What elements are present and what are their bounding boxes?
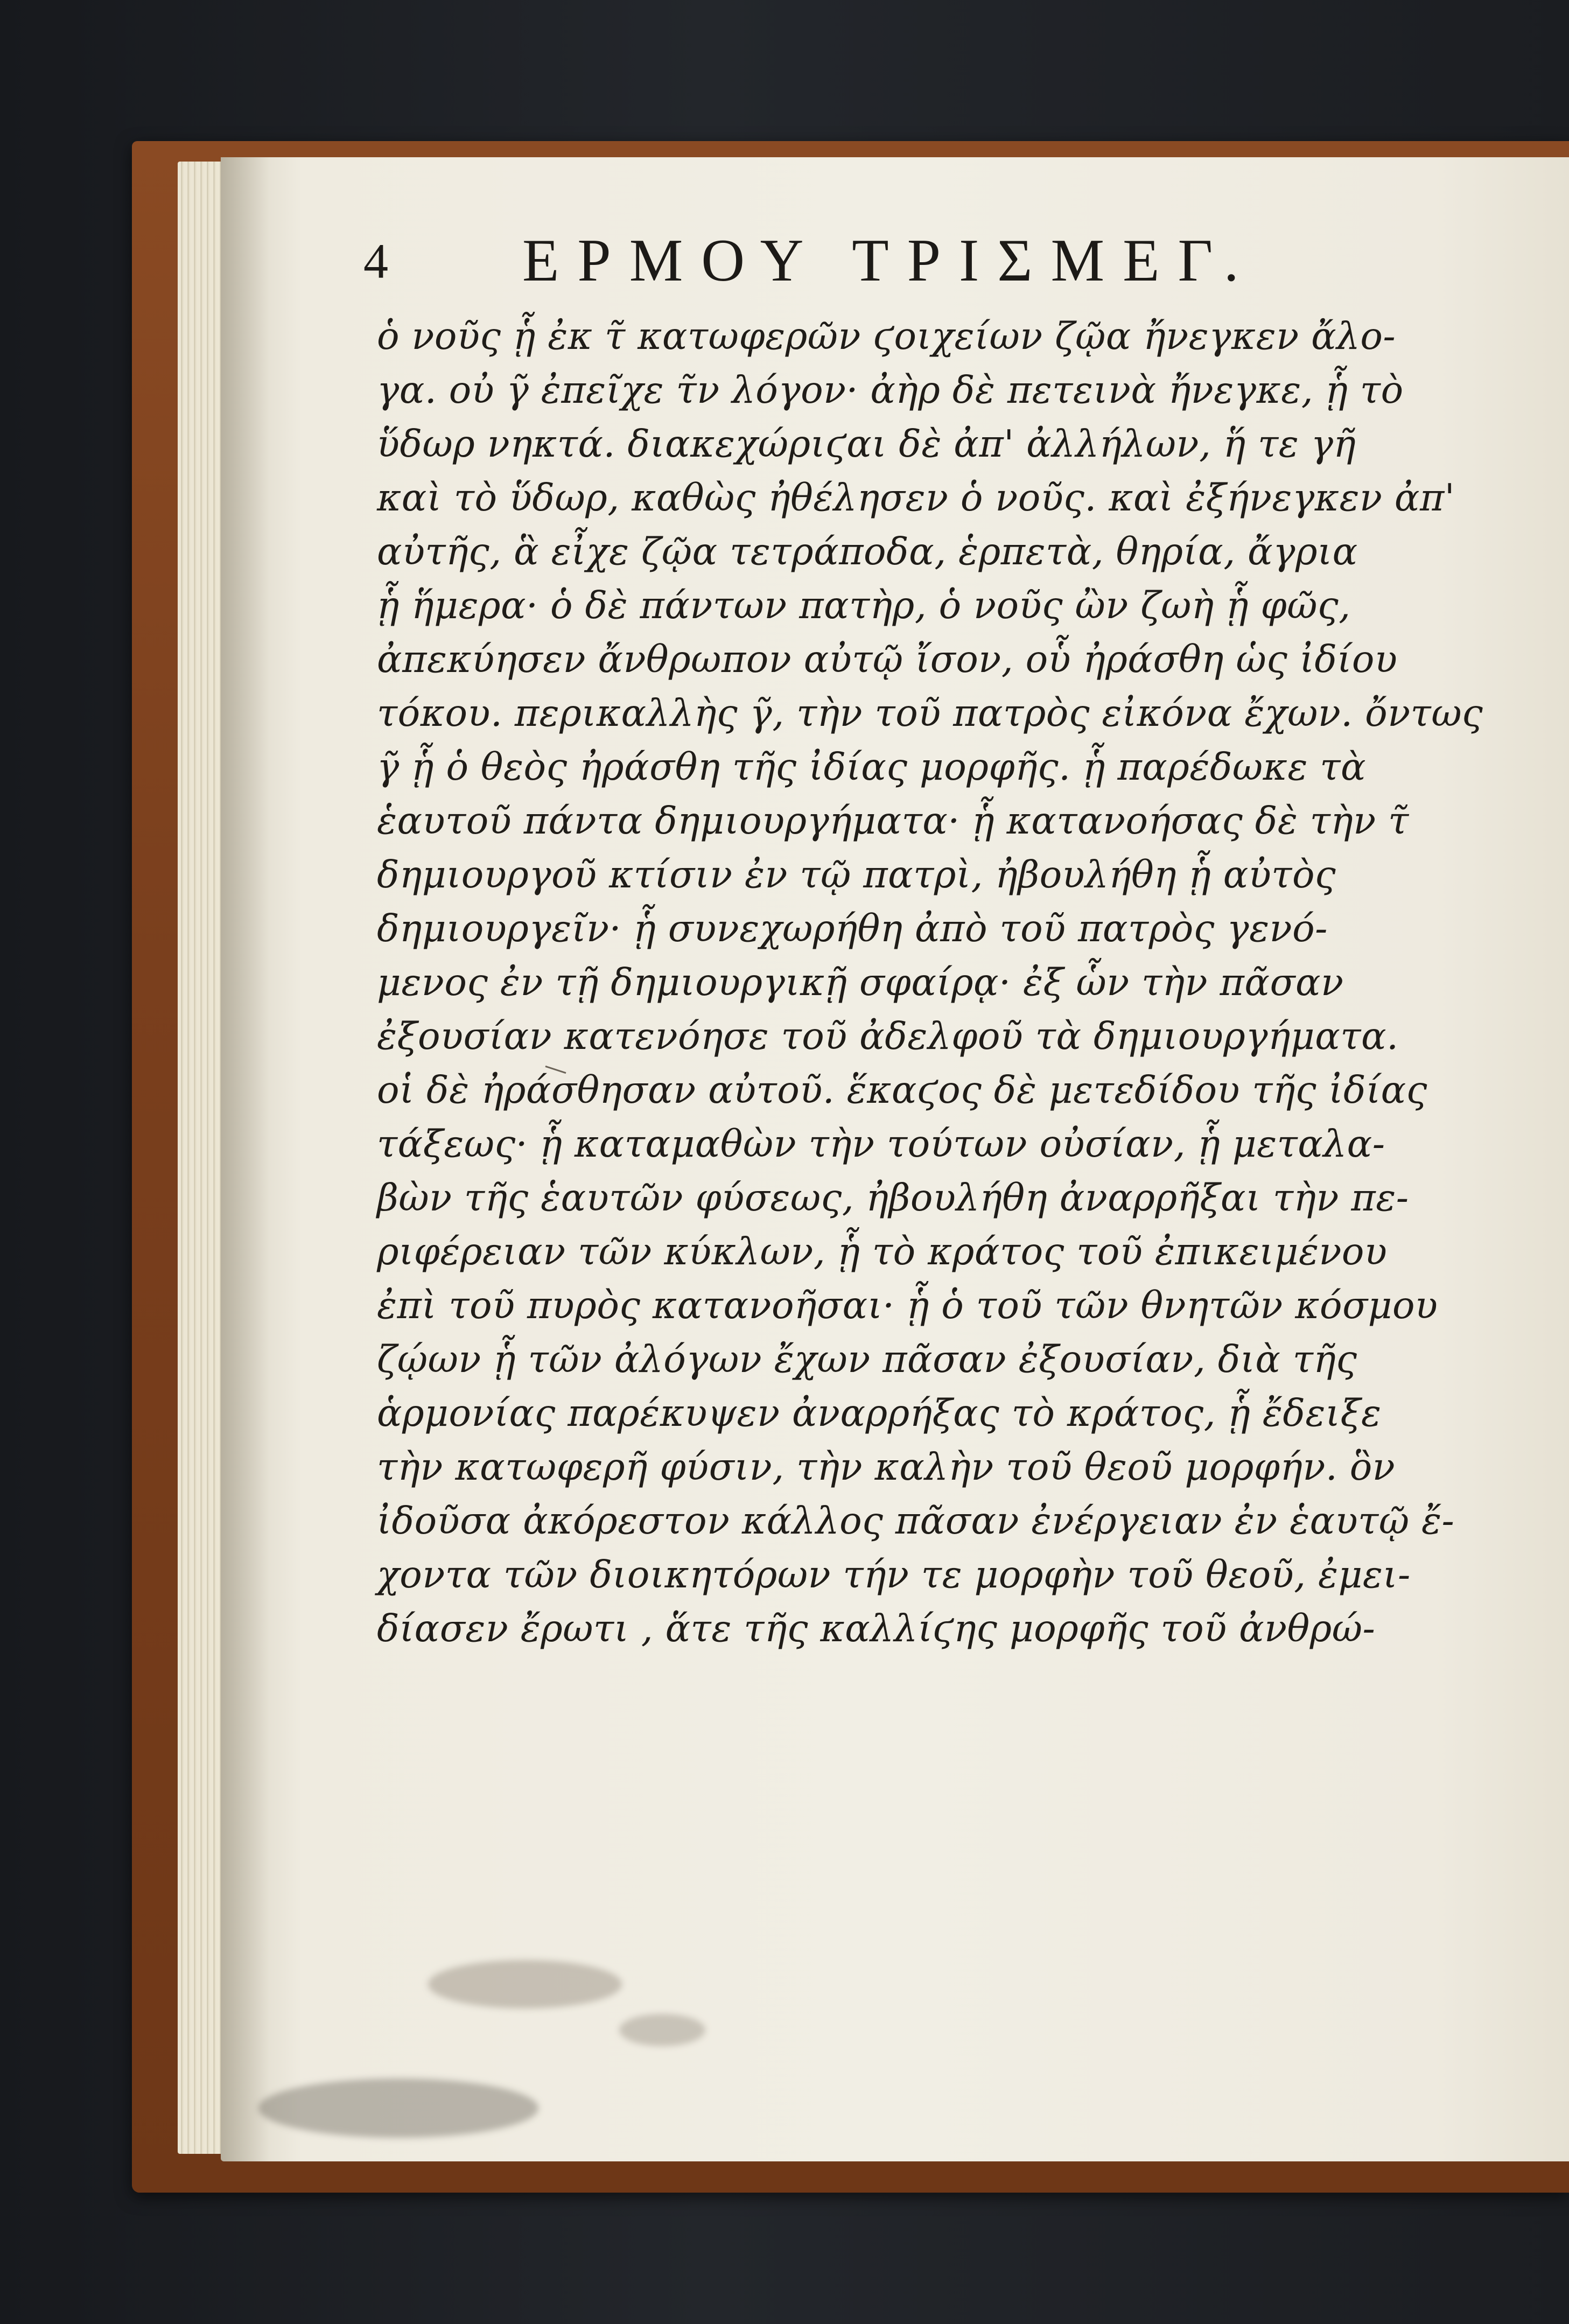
gutter-shadow [221,157,269,2161]
text-line: ὁ νοῦς ᾗ ἐκ τ̃ κατωφερῶν ϛοιχείων ζῷα ἤνεγκεν ἄλο- [377,315,1396,358]
text-line: ἐξουσίαν κατενόησε τοῦ ἀδελφοῦ τὰ δημιουργήματα. [377,1015,1399,1058]
page-stain [619,2014,705,2046]
text-block [377,310,1486,1656]
text-line: γα. οὐ γ̃ ἐπεῖχε τ̃ν λόγον· ἀὴρ δὲ πετεινὰ ἤνεγκε, ᾗ τὸ [377,369,1404,412]
text-line: αὐτῆς, ἃ εἶχε ζῷα τετράποδα, ἑρπετὰ, θηρία, ἄγρια [377,530,1358,573]
text-line: μενος ἐν τῇ δημιουργικῇ σφαίρᾳ· ἐξ ὧν τὴν πᾶσαν [377,961,1344,1004]
text-line: ἰδοῦσα ἀκόρεστον κάλλος πᾶσαν ἐνέργειαν ἐν ἑαυτῷ ἔ- [377,1500,1455,1543]
text-line: χοντα τῶν διοικητόρων τήν τε μορφὴν τοῦ θεοῦ, ἐμει- [377,1553,1411,1597]
text-line: βὼν τῆς ἑαυτῶν φύσεως, ἠβουλήθη ἀναρρῆξαι τὴν πε- [377,1177,1409,1220]
text-line: τάξεως· ᾗ καταμαθὼν τὴν τούτων οὐσίαν, ᾗ μεταλα- [377,1123,1385,1166]
text-line: ἀπεκύησεν ἄνθρωπον αὐτῷ ἴσον, οὗ ἠράσθη ὡς ἰδίου [377,638,1398,681]
running-head-title: ΕΡΜΟΥ ΤΡΙΣΜΕΓ. [522,227,1257,294]
text-line: ἐπὶ τοῦ πυρὸς κατανοῆσαι· ᾗ ὁ τοῦ τῶν θνητῶν κόσμου [377,1284,1438,1327]
text-line: δίασεν ἔρωτι , ἅτε τῆς καλλίϛης μορφῆς τοῦ ἀνθρώ- [377,1607,1376,1650]
text-line: ζῴων ᾗ τῶν ἀλόγων ἔχων πᾶσαν ἐξουσίαν, διὰ τῆς [377,1338,1357,1381]
page-stain [258,2078,538,2138]
text-line: δημιουργοῦ κτίσιν ἐν τῷ πατρὶ, ἠβουλήθη ᾗ αὐτὸς [377,853,1336,897]
text-line: ὕδωρ νηκτά. διακεχώριϛαι δὲ ἀπ' ἀλλήλων, ἥ τε γῆ [377,423,1356,466]
running-head [363,226,1413,296]
text-line: γ̃ ᾗ ὁ θεὸς ἠράσθη τῆς ἰδίας μορφῆς. ᾗ παρέδωκε τὰ [377,746,1367,789]
text-line: ριφέρειαν τῶν κύκλων, ᾗ τὸ κράτος τοῦ ἐπικειμένου [377,1230,1388,1273]
text-line: δημιουργεῖν· ᾗ συνεχωρήθη ἀπὸ τοῦ πατρὸς γενό- [377,907,1328,950]
text-line: ᾗ ἥμερα· ὁ δὲ πάντων πατὴρ, ὁ νοῦς ὢν ζωὴ ᾗ φῶς, [377,584,1351,627]
text-line: ἁρμονίας παρέκυψεν ἀναρρήξας τὸ κράτος, ᾗ ἔδειξε [377,1392,1382,1435]
text-line: ἑαυτοῦ πάντα δημιουργήματα· ᾗ κατανοήσας δὲ τὴν τ̃ [377,800,1409,843]
page-stain [428,1960,622,2008]
text-line: τὴν κατωφερῆ φύσιν, τὴν καλὴν τοῦ θεοῦ μορφήν. ὃν [377,1446,1396,1489]
page-number: 4 [363,234,388,289]
text-line: καὶ τὸ ὕδωρ, καθὼς ἠθέλησεν ὁ νοῦς. καὶ ἐξήνεγκεν ἀπ' [377,477,1455,520]
text-line: τόκου. περικαλλὴς γ̃, τὴν τοῦ πατρὸς εἰκόνα ἔχων. ὄντως [377,692,1483,735]
text-line: οἱ δὲ ἠράσθησαν αὐτοῦ. ἕκαϛος δὲ μετεδίδου τῆς ἰδίας [377,1069,1427,1112]
